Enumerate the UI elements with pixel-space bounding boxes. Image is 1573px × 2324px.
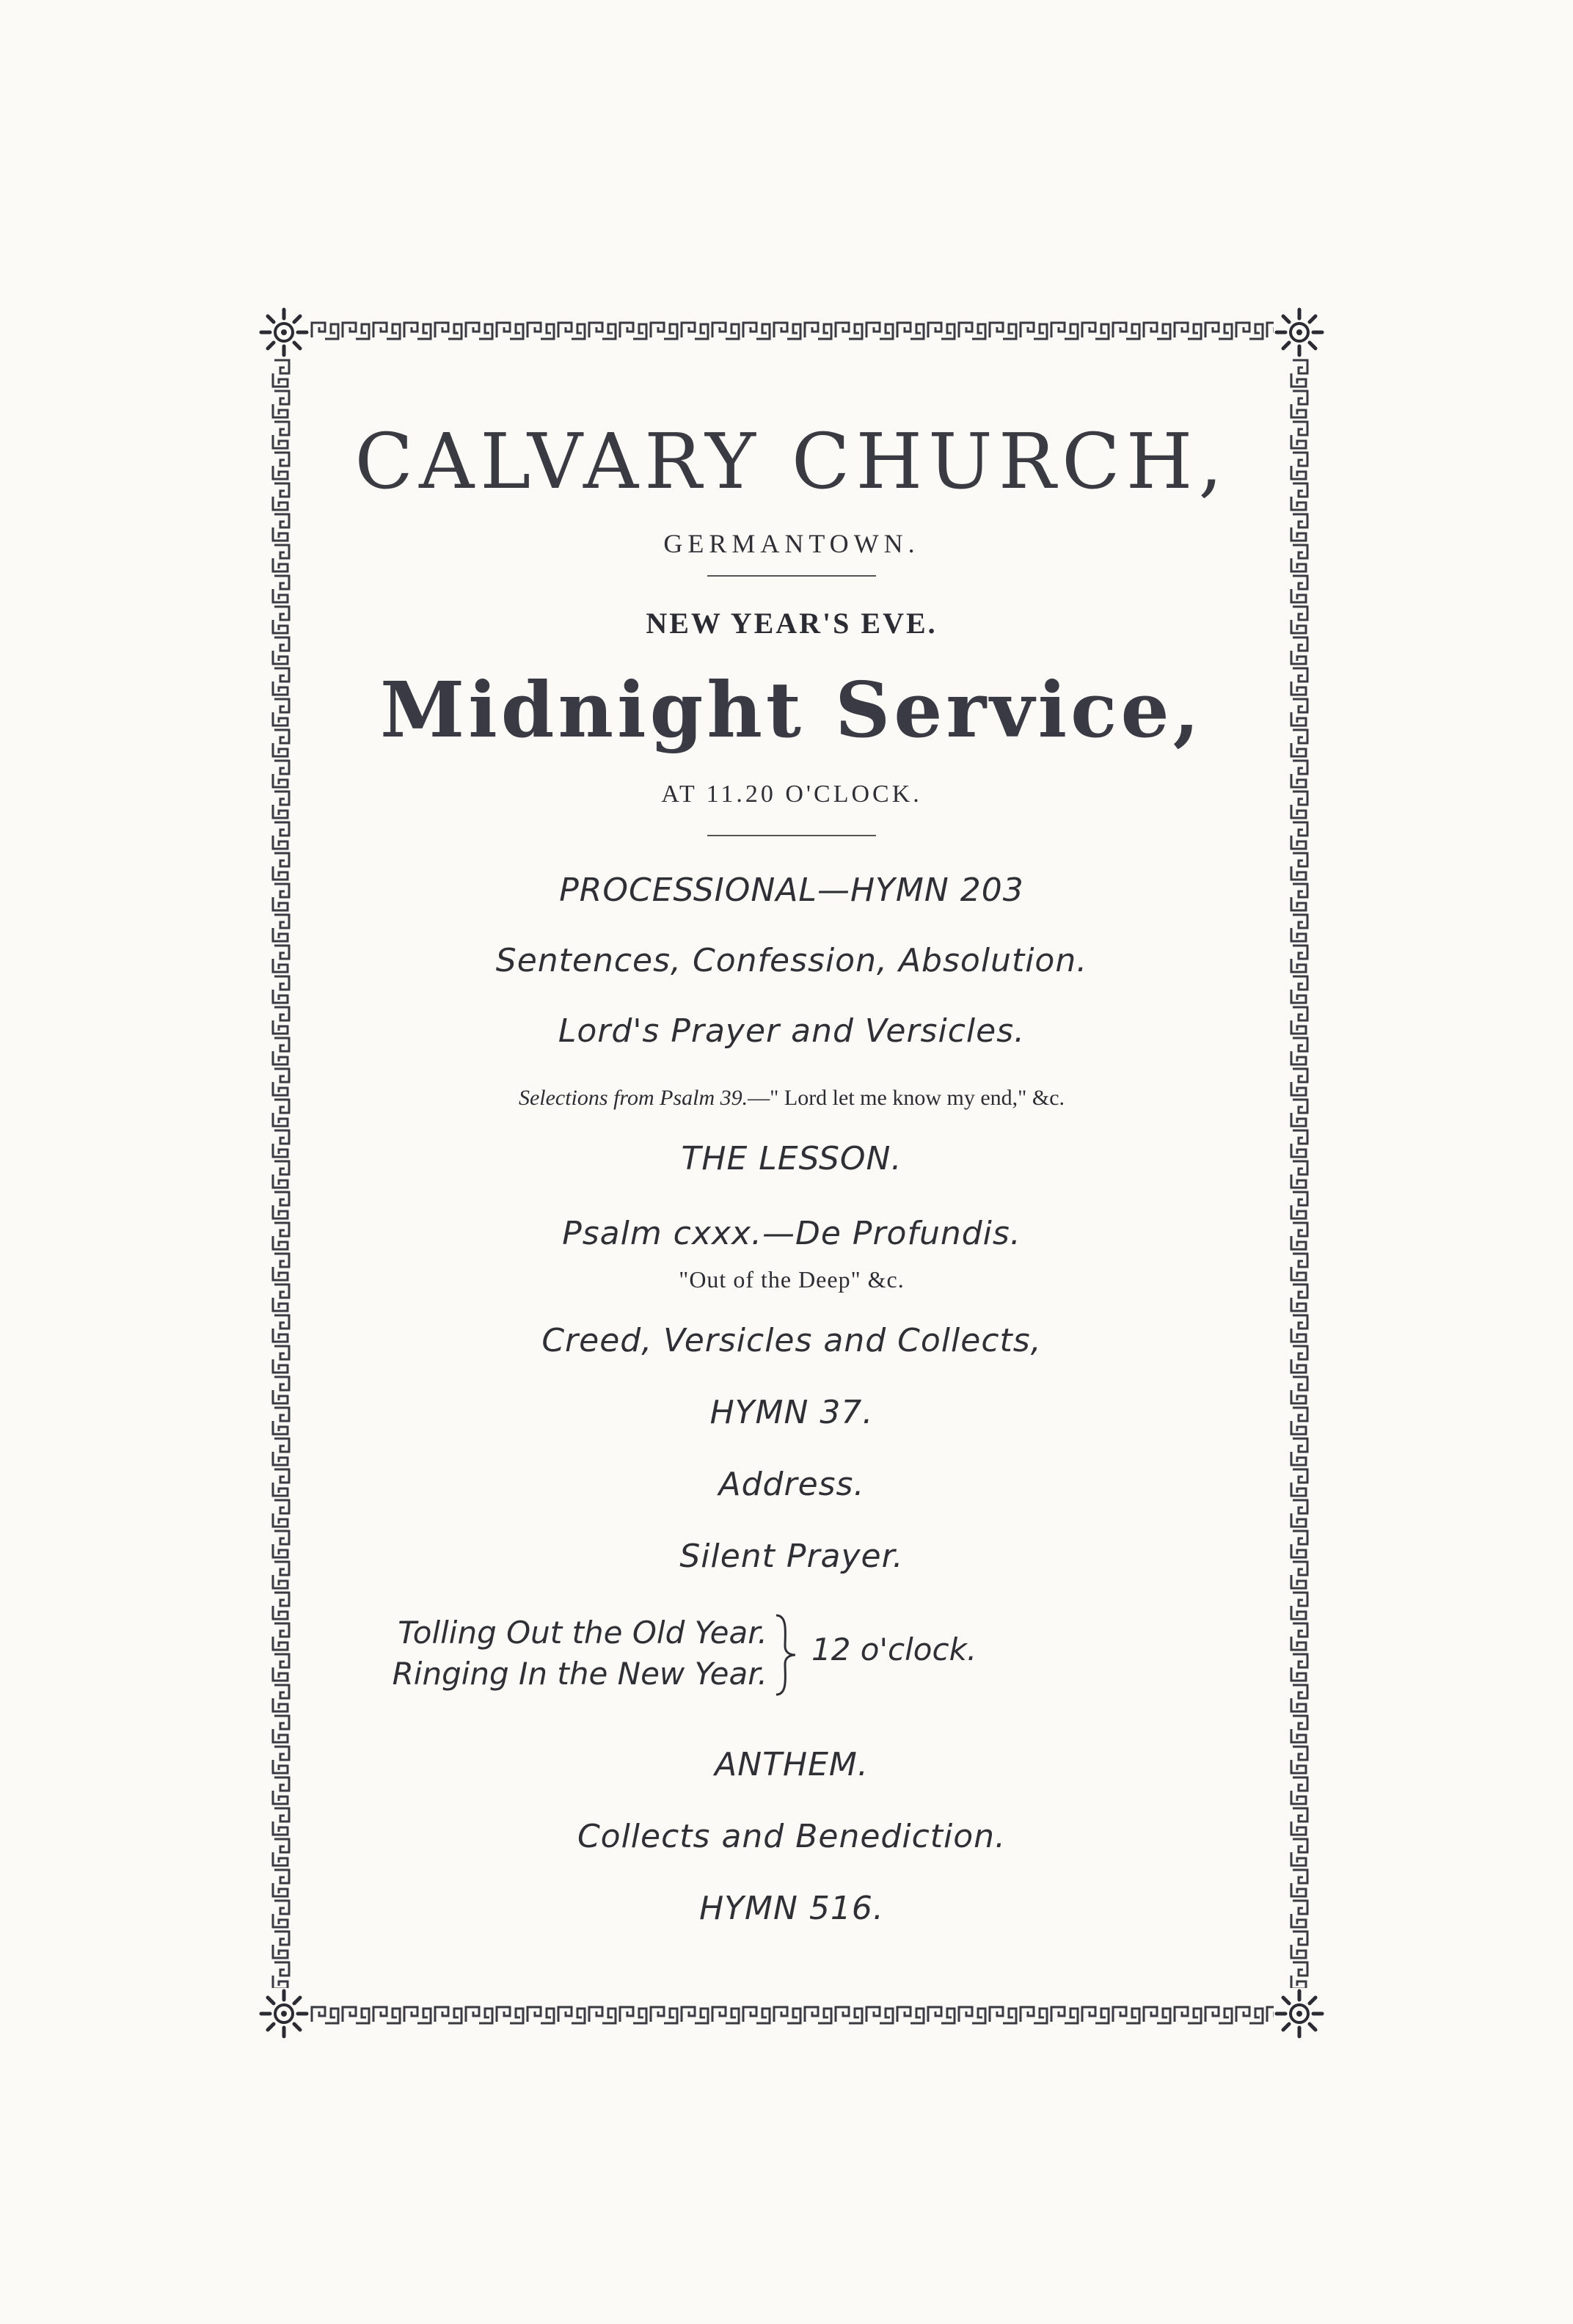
corner-ornament-icon xyxy=(258,1988,310,2039)
service-occasion: NEW YEAR'S EVE. xyxy=(646,607,938,640)
ornamental-border-left xyxy=(267,358,298,1988)
order-item-tolling: Tolling Out the Old Year. xyxy=(398,1615,767,1651)
order-item-sentences: Sentences, Confession, Absolution. xyxy=(495,942,1088,979)
bell-ringing-lines xyxy=(393,1612,767,1695)
order-item-collects: Collects and Benediction. xyxy=(577,1818,1007,1855)
order-item-psalm-subtitle: "Out of the Deep" &c. xyxy=(679,1266,905,1293)
corner-ornament-icon xyxy=(1274,307,1325,358)
order-item-silent-prayer: Silent Prayer. xyxy=(679,1538,904,1575)
program-content xyxy=(324,373,1259,1973)
divider-rule xyxy=(707,835,876,836)
curly-brace-icon xyxy=(772,1612,801,1698)
bell-ringing-block xyxy=(324,1612,1259,1708)
order-item-selection xyxy=(324,1086,1259,1111)
corner-ornament-icon xyxy=(1274,1988,1325,2039)
order-item-lords-prayer: Lord's Prayer and Versicles. xyxy=(558,1012,1026,1050)
order-item-creed: Creed, Versicles and Collects, xyxy=(541,1322,1042,1359)
order-item-psalm: Psalm cxxx.—De Profundis. xyxy=(562,1215,1021,1252)
order-item-hymn-37: HYMN 37. xyxy=(709,1394,874,1431)
order-item-address: Address. xyxy=(718,1466,865,1503)
order-item-processional: PROCESSIONAL—HYMN 203 xyxy=(559,872,1024,909)
service-title: Midnight Service, xyxy=(380,665,1203,755)
program-card xyxy=(258,307,1325,2039)
church-name: CALVARY CHURCH, xyxy=(354,417,1229,506)
ornamental-border-top xyxy=(310,315,1274,346)
order-item-anthem: ANTHEM. xyxy=(715,1746,869,1783)
midnight-time: 12 o'clock. xyxy=(811,1631,977,1667)
order-item-ringing: Ringing In the New Year. xyxy=(392,1656,767,1692)
ornamental-border-bottom xyxy=(310,2000,1274,2031)
ornamental-border-right xyxy=(1285,358,1316,1988)
corner-ornament-icon xyxy=(258,307,310,358)
church-location: GERMANTOWN. xyxy=(663,529,920,558)
selection-quote: —" Lord let me know my end," &c. xyxy=(748,1086,1065,1110)
selection-source: Selections from Psalm 39. xyxy=(518,1086,748,1110)
divider-rule xyxy=(707,575,876,577)
order-item-hymn-516: HYMN 516. xyxy=(699,1890,884,1927)
service-time: AT 11.20 O'CLOCK. xyxy=(661,781,922,808)
order-item-lesson: THE LESSON. xyxy=(681,1140,902,1177)
